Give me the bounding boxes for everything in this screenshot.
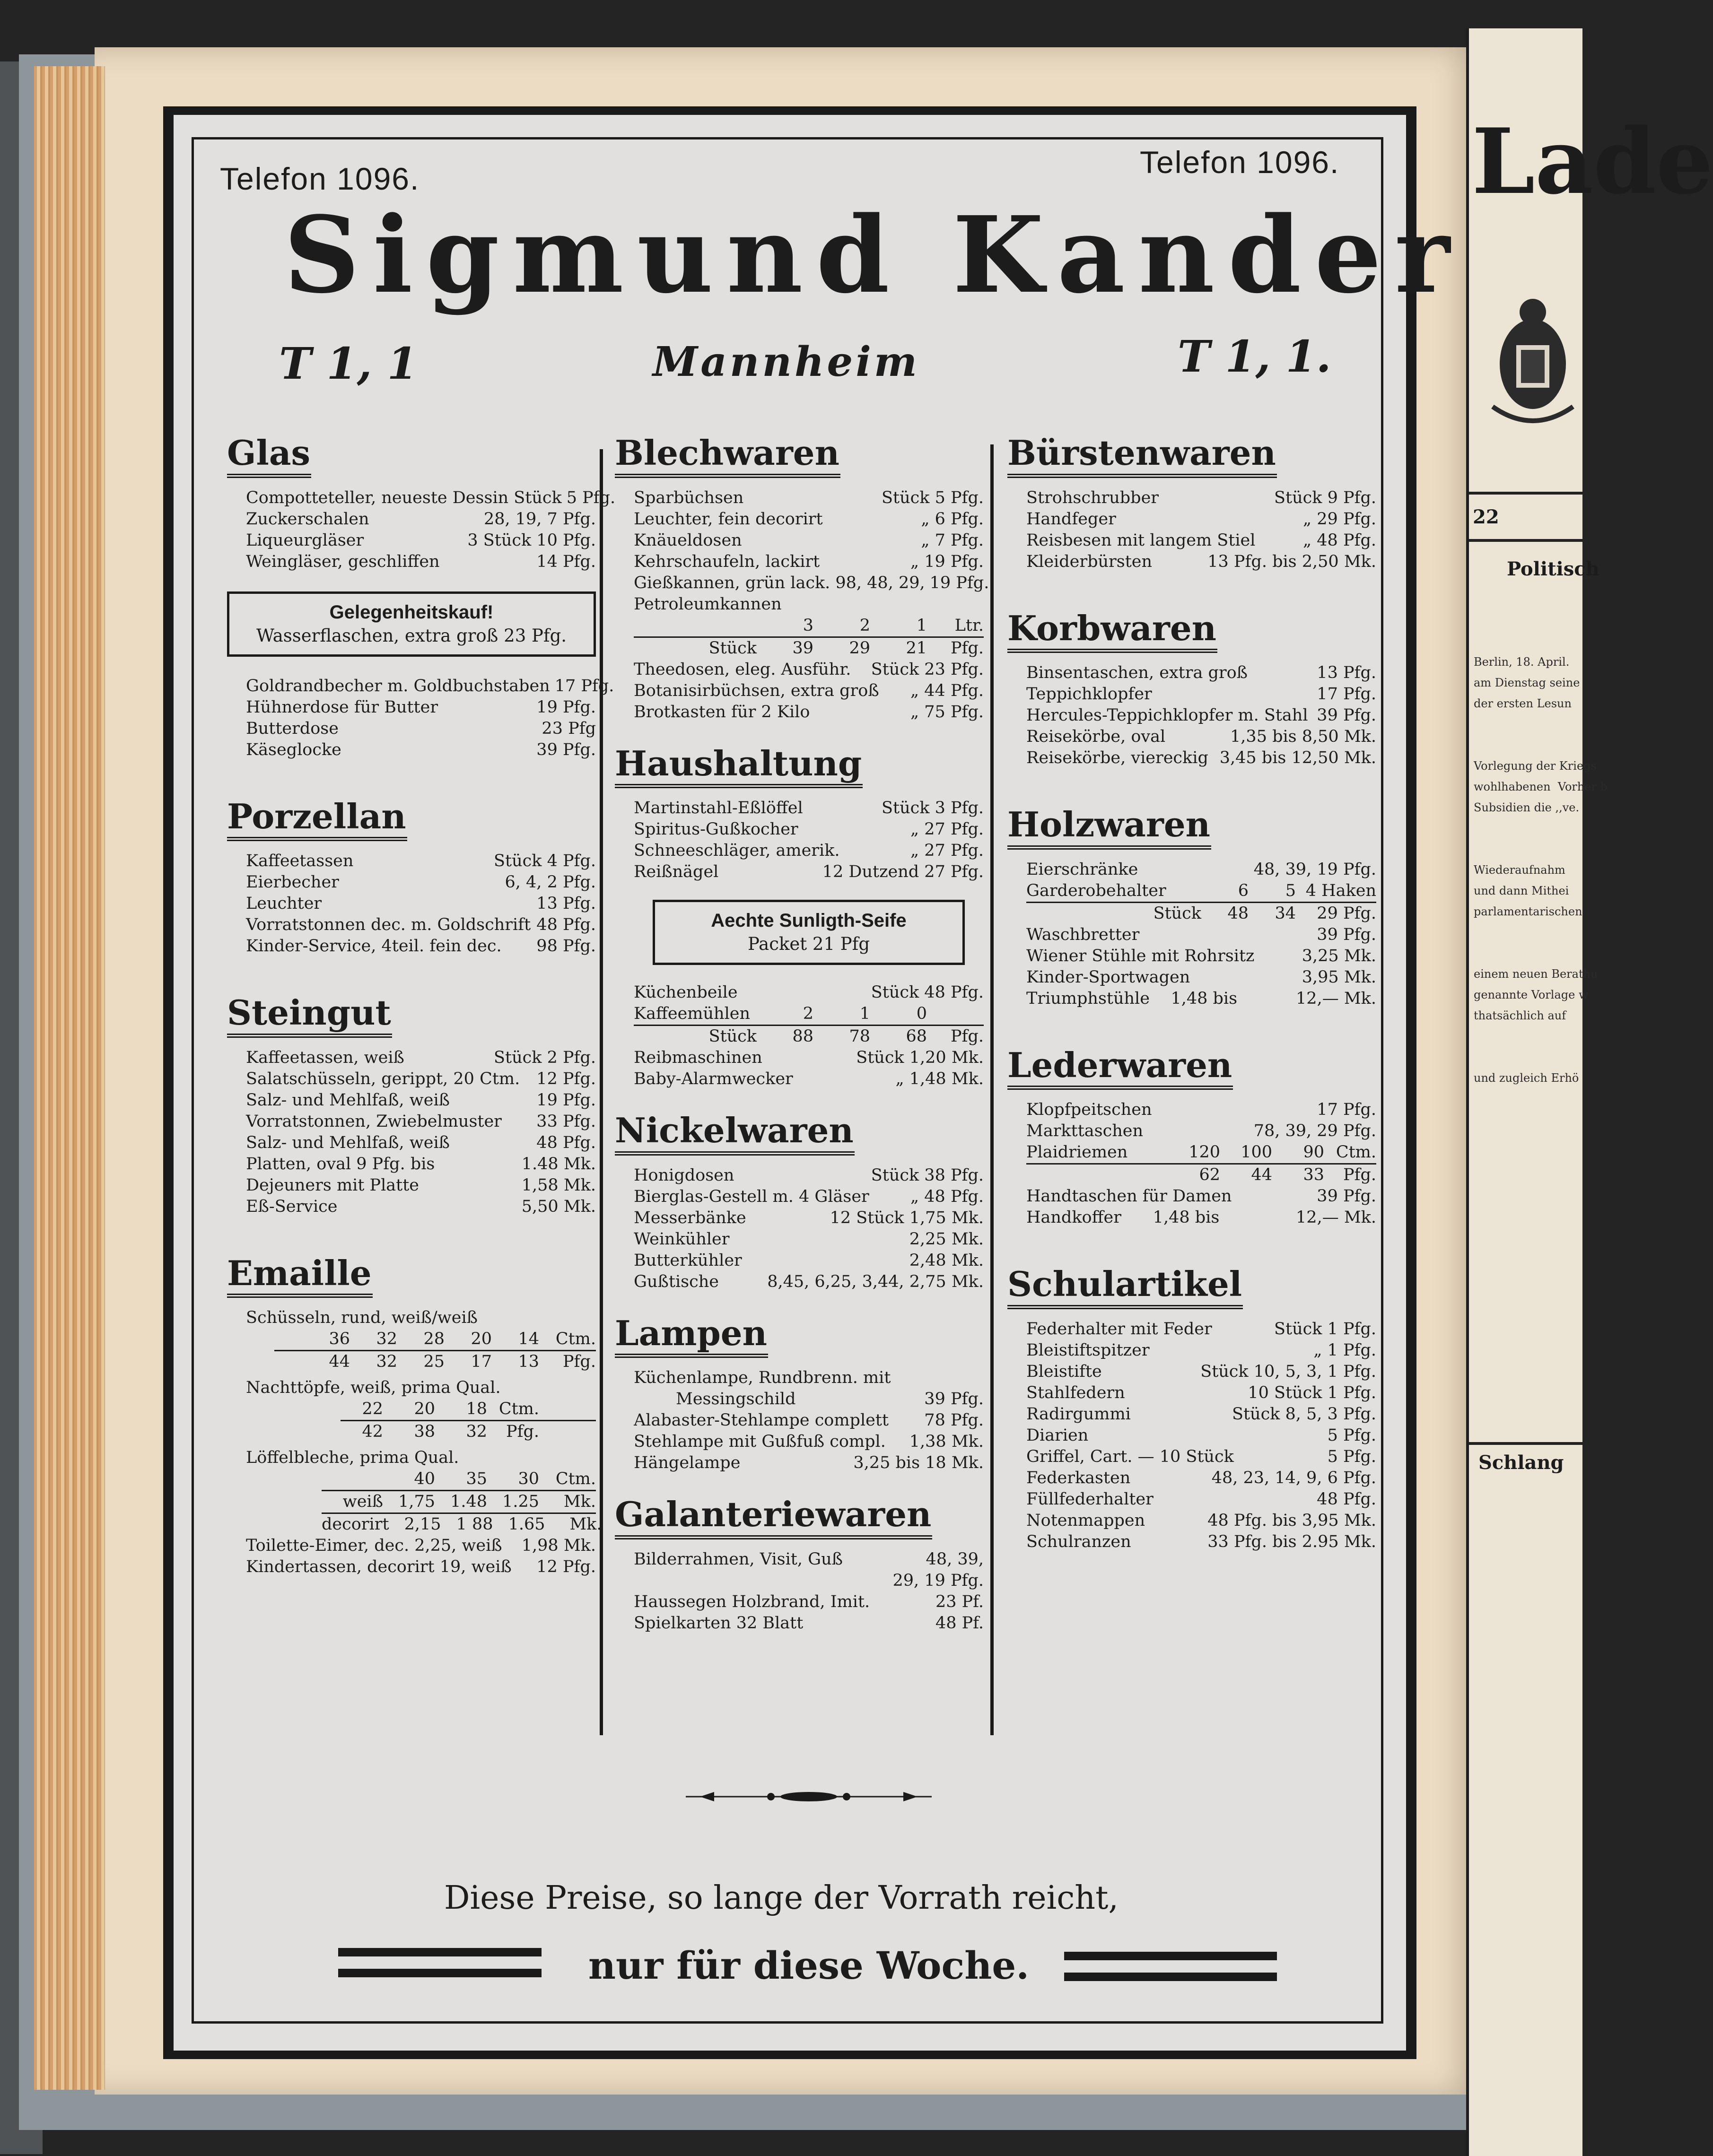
list-item: Diarien 5 Pfg.: [1026, 1426, 1376, 1445]
size-row: Kaffeemühlen 2 1 0: [634, 1003, 984, 1026]
list-item: Kleiderbürsten 13 Pfg. bis 2,50 Mk.: [1026, 552, 1376, 571]
price-row: 44 32 25 17 13 Pfg.: [329, 1352, 596, 1372]
list-item: Reißnägel 12 Dutzend 27 Pfg.: [634, 862, 984, 882]
list-item: Kinder-Sportwagen 3,95 Mk.: [1026, 967, 1376, 987]
list-item: Federkasten 48, 23, 14, 9, 6 Pfg.: [1026, 1468, 1376, 1487]
section-title: Haushaltung: [615, 746, 863, 789]
price-row: weiß 1,75 1.48 1.25 Mk.: [322, 1491, 596, 1514]
list-item: Bilderrahmen, Visit, Guß 48, 39,: [634, 1549, 984, 1569]
ornament-divider-icon: [686, 1787, 932, 1806]
address-left: T 1, 1: [279, 338, 418, 389]
section-title: Glas: [227, 435, 311, 478]
list-item: Binsentaschen, extra groß 13 Pfg.: [1026, 663, 1376, 683]
section-lederwaren: [1007, 1044, 1376, 1229]
section-emaille: [227, 1252, 602, 1578]
size-row: 40 35 30 Ctm.: [322, 1469, 596, 1491]
list-item: Leuchter 13 Pfg.: [246, 894, 596, 913]
section-glas: [227, 433, 616, 573]
list-item: Stehlampe mit Gußfuß compl. 1,38 Mk.: [634, 1432, 984, 1452]
list-item: Küchenbeile Stück 48 Pfg.: [634, 983, 984, 1002]
column-2: [615, 433, 989, 1650]
price-row: 62 44 33 Pfg.: [1199, 1165, 1376, 1185]
list-item: Liqueurgläser 3 Stück 10 Pfg.: [246, 530, 596, 550]
section-title: Korbwaren: [1007, 610, 1217, 653]
list-item: Salatschüsseln, gerippt, 20 Ctm. 12 Pfg.: [246, 1069, 596, 1088]
sunlight-soap-box: Aechte Sunligth-Seife Packet 21 Pfg: [653, 900, 965, 965]
phone-left: Telefon 1096.: [220, 161, 420, 196]
list-item: Messingschild 39 Pfg.: [634, 1390, 984, 1409]
list-item: Kindertassen, decorirt 19, weiß 12 Pfg.: [246, 1557, 596, 1577]
list-item: Platten, oval 9 Pfg. bis 1.48 Mk.: [246, 1154, 596, 1174]
column-divider-2: [990, 444, 994, 1735]
list-item: Reisbesen mit langem Stiel „ 48 Pfg.: [1026, 530, 1376, 550]
list-item: Stahlfedern 10 Stück 1 Pfg.: [1026, 1383, 1376, 1402]
facing-page-text: Berlin, 18. April. am Dienstag seine der ersten Lesun Vorlegung der Kriegs wohlhabenen Vorher b Subsidien die ,,ve. Wiederaufnahm und dann Mithei parlamentarischen einem neuen Berathu genannte Vorlage w thatsächlich auf und zugleich Erhö: [1474, 655, 1608, 1085]
size-row: Plaidriemen 120 100 90 Ctm.: [1026, 1142, 1376, 1165]
list-item: Reisekörbe, oval 1,35 bis 8,50 Mk.: [1026, 727, 1376, 747]
list-item: Eierschränke 48, 39, 19 Pfg.: [1026, 860, 1376, 879]
list-item: Salz- und Mehlfaß, weiß 19 Pfg.: [246, 1090, 596, 1110]
list-item: Markttaschen 78, 39, 29 Pfg.: [1026, 1121, 1376, 1141]
coat-of-arms-icon: [1488, 293, 1578, 449]
section-nickelwaren: [615, 1110, 984, 1293]
section-title: Bürstenwaren: [1007, 435, 1277, 478]
address-right: T 1, 1.: [1178, 331, 1331, 382]
list-item: Hercules-Teppichklopfer m. Stahl 39 Pfg.: [1026, 706, 1376, 725]
section-title: Holzwaren: [1007, 807, 1211, 850]
list-item: Toilette-Eimer, dec. 2,25, weiß 1,98 Mk.: [246, 1536, 596, 1556]
section-title: Schulartikel: [1007, 1266, 1243, 1309]
section-title: Blechwaren: [615, 435, 840, 478]
list-item: Bleistiftspitzer „ 1 Pfg.: [1026, 1340, 1376, 1360]
price-row: decorirt 2,15 1 88 1.65 Mk.: [322, 1515, 602, 1534]
list-item: Kinder-Service, 4teil. fein dec. 98 Pfg.: [246, 937, 596, 956]
list-item: Spielkarten 32 Blatt 48 Pf.: [634, 1613, 984, 1633]
section-title: Nickelwaren: [615, 1113, 855, 1156]
list-item: Waschbretter 39 Pfg.: [1026, 925, 1376, 944]
facing-page-heading: Politisch: [1507, 558, 1599, 580]
section-schulartikel: [1007, 1266, 1376, 1553]
section-lampen: [615, 1315, 984, 1474]
list-item: Handtaschen für Damen 39 Pfg.: [1026, 1187, 1376, 1206]
section-galanteriewaren: [615, 1496, 984, 1634]
list-item: Schüsseln, rund, weiß/weiß: [246, 1308, 478, 1328]
list-item: Kaffeetassen Stück 4 Pfg.: [246, 852, 596, 871]
city-name: Mannheim: [653, 338, 920, 386]
firm-name: Sigmund Kander: [284, 194, 1463, 317]
list-item: Eierbecher 6, 4, 2 Pfg.: [246, 873, 596, 892]
list-item: Bierglas-Gestell m. 4 Gläser „ 48 Pfg.: [634, 1187, 984, 1206]
list-item: Kaffeetassen, weiß Stück 2 Pfg.: [246, 1048, 596, 1067]
list-item: Radirgummi Stück 8, 5, 3 Pfg.: [1026, 1404, 1376, 1424]
list-item: Weinkühler 2,25 Mk.: [634, 1229, 984, 1249]
list-item: Hängelampe 3,25 bis 18 Mk.: [634, 1453, 984, 1473]
list-item: Butterdose 23 Pfg: [246, 719, 596, 738]
list-item: Theedosen, eleg. Ausführ. Stück 23 Pfg.: [634, 660, 984, 679]
size-row: Garderobehalter 6 5 4 Haken: [1026, 880, 1376, 903]
list-item: Compotteteller, neueste Dessin Stück 5 Pfg.: [246, 488, 616, 507]
list-item: Notenmappen 48 Pfg. bis 3,95 Mk.: [1026, 1511, 1376, 1530]
price-row: Stück 48 34 29 Pfg.: [1153, 904, 1376, 923]
section-haushaltung: [615, 743, 984, 1090]
list-item: Knäueldosen „ 7 Pfg.: [634, 530, 984, 550]
gelegenheitskauf-box: Gelegenheitskauf! Wasserflaschen, extra groß 23 Pfg.: [227, 591, 596, 657]
list-item: Salz- und Mehlfaß, weiß 48 Pfg.: [246, 1133, 596, 1152]
list-item: Wiener Stühle mit Rohrsitz 3,25 Mk.: [1026, 946, 1376, 965]
list-item: Hühnerdose für Butter 19 Pfg.: [246, 697, 596, 717]
list-item: Reisekörbe, viereckig 3,45 bis 12,50 Mk.: [1026, 748, 1376, 768]
section-title: Porzellan: [227, 799, 407, 842]
decorative-bar-left: [338, 1948, 542, 1977]
section-buerstenwaren: [1007, 435, 1376, 573]
list-item: Dejeuners mit Platte 1,58 Mk.: [246, 1175, 596, 1195]
footer-line-2: nur für diese Woche.: [588, 1943, 1030, 1988]
list-item: Nachttöpfe, weiß, prima Qual.: [246, 1378, 501, 1398]
decorative-bar-right: [1064, 1952, 1277, 1981]
facing-page-title: Lade: [1472, 109, 1713, 214]
list-item: Griffel, Cart. — 10 Stück 5 Pfg.: [1026, 1447, 1376, 1466]
list-item: Spiritus-Gußkocher „ 27 Pfg.: [634, 820, 984, 839]
list-item: Honigdosen Stück 38 Pfg.: [634, 1165, 984, 1185]
footer-line-1: Diese Preise, so lange der Vorrath reicht,: [444, 1879, 1119, 1917]
phone-right: Telefon 1096.: [1140, 145, 1340, 180]
list-item: Teppichklopfer 17 Pfg.: [1026, 685, 1376, 704]
column-3: [1007, 435, 1376, 1569]
list-item: Füllfederhalter 48 Pfg.: [1026, 1489, 1376, 1509]
section-blechwaren: [615, 433, 989, 723]
section-steingut: [227, 992, 596, 1217]
section-korbwaren: [1007, 610, 1376, 769]
section-title: Emaille: [227, 1255, 373, 1298]
list-item: Haussegen Holzbrand, Imit. 23 Pf.: [634, 1592, 984, 1611]
list-item: Klopfpeitschen 17 Pfg.: [1026, 1100, 1376, 1120]
list-item: Reibmaschinen Stück 1,20 Mk.: [634, 1048, 984, 1068]
list-item: Martinstahl-Eßlöffel Stück 3 Pfg.: [634, 799, 984, 818]
size-row: 22 20 18 Ctm.: [341, 1399, 596, 1421]
section-porzellan: [227, 796, 596, 957]
facing-page: [1466, 28, 1713, 2156]
list-item: Alabaster-Stehlampe complett 78 Pfg.: [634, 1411, 984, 1430]
list-item: Leuchter, fein decorirt „ 6 Pfg.: [634, 509, 984, 529]
list-item: Petroleumkannen: [634, 594, 782, 614]
list-item: Strohschrubber Stück 9 Pfg.: [1026, 488, 1376, 507]
list-item: Weingläser, geschliffen 14 Pfg.: [246, 552, 596, 571]
list-item: Schulranzen 33 Pfg. bis 2.95 Mk.: [1026, 1532, 1376, 1551]
list-item: Triumphstühle 1,48 bis 12,— Mk.: [1026, 989, 1376, 1008]
list-item: Baby-Alarmwecker „ 1,48 Mk.: [634, 1069, 984, 1089]
list-item: Gießkannen, grün lack. 98, 48, 29, 19 Pfg.: [634, 573, 989, 592]
list-item: Handkoffer 1,48 bis 12,— Mk.: [1026, 1208, 1376, 1227]
list-item: Bleistifte Stück 10, 5, 3, 1 Pfg.: [1026, 1362, 1376, 1381]
list-item: Messerbänke 12 Stück 1,75 Mk.: [634, 1208, 984, 1227]
list-item: Küchenlampe, Rundbrenn. mit: [634, 1368, 891, 1388]
facing-page-heading-2: Schlang: [1478, 1452, 1564, 1474]
list-item: Butterkühler 2,48 Mk.: [634, 1251, 984, 1270]
list-item: Goldrandbecher m. Goldbuchstaben 17 Pfg.: [246, 676, 614, 695]
list-item: Vorratstonnen, Zwiebelmuster 33 Pfg.: [246, 1112, 596, 1131]
price-row: Stück 88 78 68 Pfg.: [708, 1027, 984, 1046]
size-row: 36 32 28 20 14 Ctm.: [274, 1329, 596, 1351]
list-item: Käseglocke 39 Pfg.: [246, 740, 596, 759]
list-item: Botanisirbüchsen, extra groß „ 44 Pfg.: [634, 681, 984, 700]
glas-extra: [227, 676, 614, 761]
facing-page-number: 22: [1473, 506, 1499, 528]
section-title: Lederwaren: [1007, 1047, 1233, 1090]
section-holzwaren: [1007, 804, 1376, 1009]
list-item: Kehrschaufeln, lackirt „ 19 Pfg.: [634, 552, 984, 571]
column-divider-1: [600, 449, 603, 1735]
section-title: Galanteriewaren: [615, 1496, 932, 1539]
list-item: Löffelbleche, prima Qual.: [246, 1448, 459, 1468]
size-row: 3 2 1 Ltr.: [634, 615, 984, 638]
list-item: Vorratstonnen dec. m. Goldschrift 48 Pfg.: [246, 915, 596, 935]
list-item: Handfeger „ 29 Pfg.: [1026, 509, 1376, 529]
list-item: Sparbüchsen Stück 5 Pfg.: [634, 488, 984, 507]
price-row: Stück 39 29 21 Pfg.: [708, 638, 984, 658]
page-edges: [34, 66, 105, 2090]
list-item: Federhalter mit Feder Stück 1 Pfg.: [1026, 1319, 1376, 1339]
list-item: Brotkasten für 2 Kilo „ 75 Pfg.: [634, 702, 984, 722]
list-item: Eß-Service 5,50 Mk.: [246, 1197, 596, 1216]
section-title: Steingut: [227, 995, 392, 1038]
column-1: [227, 433, 616, 1594]
price-row: 42 38 32 Pfg.: [362, 1422, 539, 1442]
section-title: Lampen: [615, 1315, 768, 1358]
list-item: 29, 19 Pfg.: [892, 1571, 984, 1590]
list-item: Schneeschläger, amerik. „ 27 Pfg.: [634, 841, 984, 861]
list-item: Gußtische 8,45, 6,25, 3,44, 2,75 Mk.: [634, 1272, 984, 1291]
list-item: Zuckerschalen 28, 19, 7 Pfg.: [246, 509, 596, 529]
